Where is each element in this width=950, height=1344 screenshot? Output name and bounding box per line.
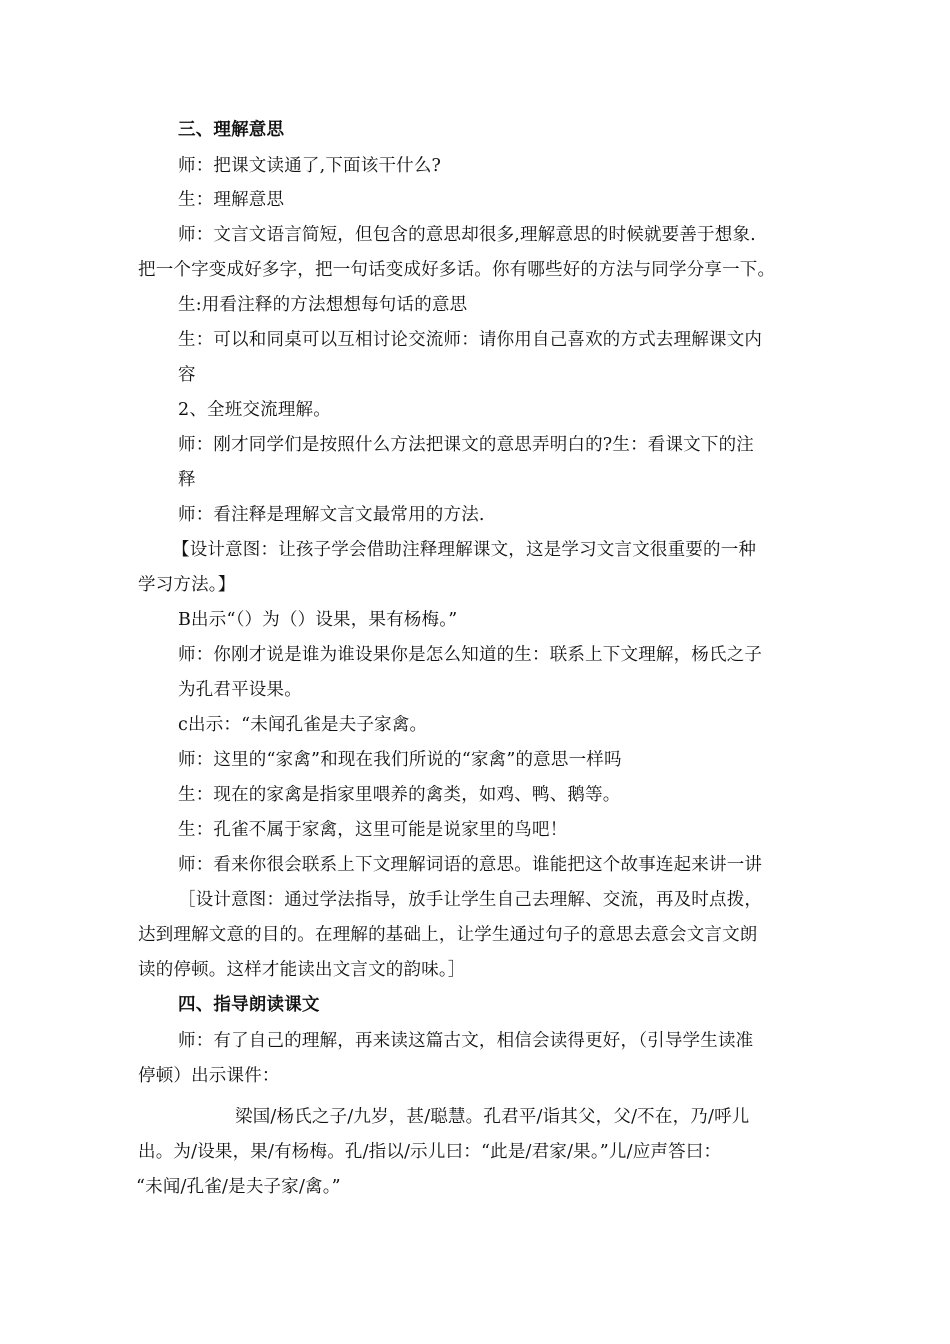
design-intent-note: 【设计意图：让孩子学会借助注释理解课文，这是学习文言文很重要的一种 (172, 540, 757, 560)
dialogue-line: 师：你刚才说是谁为谁设果你是怎么知道的生：联系上下文理解，杨氏之子 (178, 645, 763, 665)
section-heading-understand-meaning: 三、理解意思 (178, 120, 285, 140)
dialogue-line: 生:用看注释的方法想想每句话的意思 (178, 295, 468, 315)
dialogue-line: 生：现在的家禽是指家里喂养的禽类，如鸡、鸭、鹅等。 (178, 785, 621, 805)
slide-display-c: c出示：“未闻孔雀是夫子家禽。 (178, 715, 428, 735)
dialogue-line: 师：看来你很会联系上下文理解词语的意思。谁能把这个故事连起来讲一讲 (178, 855, 763, 875)
dialogue-line: 师：文言文语言简短，但包含的意思却很多,理解意思的时候就要善于想象. (178, 225, 756, 245)
design-intent-note-continuation: 读的停顿。这样才能读出文言文的韵味。］ (138, 960, 466, 980)
dialogue-line: 生：可以和同桌可以互相讨论交流师：请你用自己喜欢的方式去理解课文内 (178, 330, 763, 350)
section-heading-guided-reading: 四、指导朗读课文 (178, 995, 320, 1015)
design-intent-note: ［设计意图：通过学法指导，放手让学生自己去理解、交流，再及时点拨， (178, 890, 763, 910)
dialogue-line: 师：有了自己的理解，再来读这篇古文，相信会读得更好，（引导学生读准 (178, 1031, 754, 1051)
dialogue-line-continuation: 把一个字变成好多字，把一句话变成好多话。你有哪些好的方法与同学分享一下。 (138, 260, 776, 280)
dialogue-line: 师：看注释是理解文言文最常用的方法. (178, 505, 485, 525)
classical-text-paused-continuation: “未闻/孔雀/是夫子家/禽。” (136, 1177, 341, 1197)
dialogue-line-continuation: 停顿）出示课件： (138, 1066, 280, 1086)
dialogue-line: 师：刚才同学们是按照什么方法把课文的意思弄明白的?生：看课文下的注 (178, 435, 754, 455)
dialogue-line-continuation: 容 (178, 365, 196, 385)
dialogue-line-continuation: 释 (178, 470, 196, 490)
subheading-class-discussion: 2、全班交流理解。 (178, 400, 331, 420)
classical-text-paused: 梁国/杨氏之子/九岁，甚/聪慧。孔君平/诣其父，父/不在，乃/呼儿 (235, 1107, 750, 1127)
dialogue-line: 师：把课文读通了,下面该干什么? (178, 156, 442, 176)
slide-display-b: B出示“（）为（）设果，果有杨梅。” (178, 610, 458, 630)
dialogue-line: 生：孔雀不属于家禽，这里可能是说家里的鸟吧！ (178, 820, 568, 840)
classical-text-paused-continuation: 出。为/设果，果/有杨梅。孔/指以/示儿曰：“此是/君家/果。”儿/应声答曰： (138, 1142, 722, 1162)
dialogue-line: 生：理解意思 (178, 190, 285, 210)
design-intent-note-continuation: 达到理解文意的目的。在理解的基础上，让学生通过句子的意思去意会文言文朗 (138, 925, 758, 945)
dialogue-line: 师：这里的“家禽”和现在我们所说的“家禽”的意思一样吗 (178, 750, 622, 770)
design-intent-note-continuation: 学习方法。】 (138, 575, 236, 595)
dialogue-line-continuation: 为孔君平设果。 (178, 680, 302, 700)
